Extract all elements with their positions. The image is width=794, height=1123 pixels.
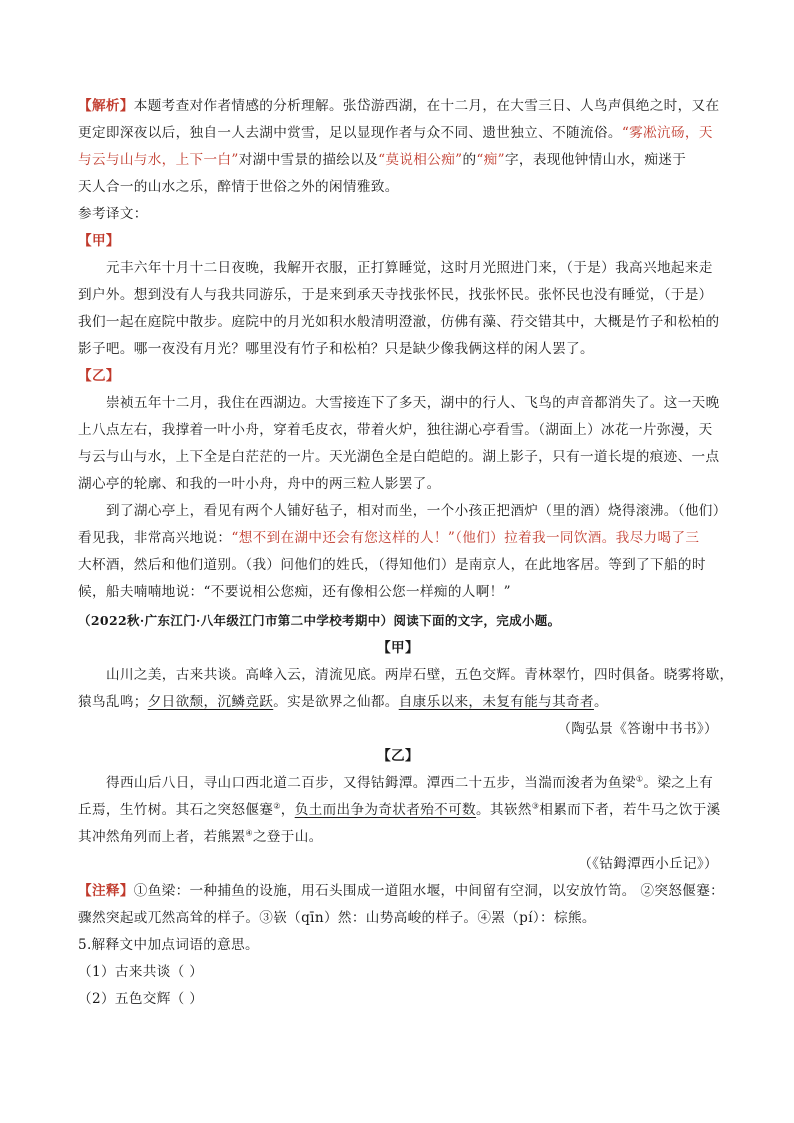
question-text: 之登于山。: [252, 829, 323, 845]
translation-yi-line: 湖心亭的轮廓、和我的一叶小舟，舟中的两三粒人影罢了。: [78, 476, 441, 492]
question-text: 。实是欲界之仙都。: [273, 694, 399, 710]
analysis-text: 字，表现他钟情山水，痴迷于: [504, 152, 687, 168]
translation-yi-line: 候，船夫喃喃地说：“不要说相公您痴，还有像相公您一样痴的人啊！”: [78, 584, 511, 600]
question-text: 丘焉，生竹树。其石之突怒偃蹇: [78, 802, 274, 818]
analysis-quote: “痴”: [476, 152, 505, 168]
question-text: 得西山后八日，寻山口西北道二百步，又得钴鉧潭。潭西二十五步，当湍而浚者为鱼梁: [106, 775, 636, 791]
notes-line-1: [78, 881, 725, 901]
question-text: 。其嵚然: [475, 802, 532, 818]
question-yi-line: [106, 773, 746, 793]
question-jia-title: 【甲】: [377, 640, 419, 656]
analysis-text: 更定即深夜以后，独自一人去湖中赏雪，足以显现作者与众不同、遗世独立、不随流俗。: [78, 125, 622, 141]
translation-heading: 参考译文：: [78, 206, 148, 222]
analysis-quote: 与云与山与水，上下一白”: [78, 152, 239, 168]
analysis-text: 本题考查对作者情感的分析理解。张岱游西湖，在十二月，在大雪三日、人鸟声俱绝之时，又在: [133, 98, 720, 114]
analysis-line-2: [78, 123, 718, 143]
question-5-item-1: （1）古来共谈（ ）: [78, 964, 204, 980]
translation-yi-line: 与云与山与水，上下全是白茫茫的一片。天光湖色全是白皑皑的。湖上影子，只有一道长堤的痕迹、一点: [78, 449, 720, 465]
question-text: 其冲然角列而上者，若熊罴: [78, 829, 246, 845]
analysis-text: 的: [462, 152, 477, 168]
translation-jia-line: 元丰六年十月十二日夜晚，我解开衣服，正打算睡觉，这时月光照进门来，（于是）我高兴地起来走: [106, 260, 713, 276]
question-text: ，: [280, 802, 295, 818]
translation-yi-tag: 【乙】: [78, 368, 120, 384]
question-jia-line: [78, 692, 718, 712]
analysis-line-4: 天人合一的山水之乐，醉情于世俗之外的闲情雅致。: [78, 179, 399, 195]
notes-tag: 【注释】: [78, 883, 134, 899]
translation-yi-line: 上八点左右，我撑着一叶小舟，穿着毛皮衣，带着火炉，独往湖心亭看雪。（湖面上）冰花一片弥漫，天: [78, 422, 713, 438]
footnote-marker: ④: [245, 828, 253, 838]
translation-jia-line: 到户外。想到没有人与我共同游乐，于是来到承天寺找张怀民，找张怀民。张怀民也没有睡觉，（于是）: [78, 287, 713, 303]
underlined-sentence: 负土而出争为奇状者殆不可数: [294, 802, 476, 818]
question-yi-title: 【乙】: [377, 748, 419, 764]
underlined-sentence: 自康乐以来，未复有能与其奇者: [398, 694, 594, 710]
analysis-line-3: [78, 150, 718, 170]
question-jia-line: 山川之美，古来共谈。高峰入云，清流见底。两岸石壁，五色交辉。青林翠竹，四时俱备。晓雾将歇，: [106, 667, 734, 683]
translation-text: 看见我，非常高兴地说：: [78, 530, 232, 546]
question-text: 。梁之上有: [643, 775, 714, 791]
question-yi-line: [78, 827, 718, 847]
translation-jia-line: 影子吧。哪一夜没有月光？哪里没有竹子和松柏？只是缺少像我俩这样的闲人罢了。: [78, 341, 594, 357]
question-yi-source: （《钴鉧潭西小丘记》）: [578, 856, 718, 872]
question-jia-source: （陶弘景《答谢中书书》）: [557, 721, 718, 737]
footnote-marker: ③: [531, 801, 540, 811]
question-yi-line: [78, 800, 721, 820]
analysis-quote: “莫说相公痴”: [378, 152, 463, 168]
analysis-tag: 【解析】: [78, 98, 134, 114]
footnote-marker: ②: [273, 801, 281, 811]
notes-text: ①鱼梁：一种捕鱼的设施，用石头围成一道阻水堰，中间留有空洞，以安放竹笥。 ②突怒偃蹇：: [133, 883, 725, 899]
translation-yi-line: [78, 528, 718, 548]
question-source: （2022秋·广东江门·八年级江门市第二中学校考期中）阅读下面的文字，完成小题。: [78, 613, 561, 628]
underlined-sentence: 夕日欲颓，沉鳞竞跃: [147, 694, 274, 710]
question-text: 猿鸟乱鸣；: [78, 694, 148, 710]
question-text: 。: [593, 694, 608, 710]
analysis-line-1: [78, 96, 718, 116]
translation-yi-line: 大杯酒，然后和他们道别。（我）问他们的姓氏，（得知他们）是南京人，在此地客居。等到了下船的时: [78, 557, 706, 573]
translation-quote: “想不到在湖中还会有您这样的人！”（他们）拉着我一同饮酒。我尽力喝了三: [231, 530, 700, 546]
translation-yi-line: 到了湖心亭上，看见有两个人铺好毡子，相对而坐，一个小孩正把酒炉（里的酒）烧得滚沸。（他们）: [106, 503, 727, 519]
question-5-prompt: 5.解释文中加点词语的意思。: [78, 937, 259, 953]
question-5-item-2: （2）五色交辉（ ）: [78, 991, 204, 1007]
analysis-text: 对湖中雪景的描绘以及: [238, 152, 379, 168]
footnote-marker: ①: [635, 774, 644, 784]
question-text: 相累而下者，若牛马之饮于溪: [539, 802, 721, 818]
translation-jia-tag: 【甲】: [78, 233, 120, 249]
notes-line-2: 骤然突起或兀然高耸的样子。③嵚（qīn）然：山势高峻的样子。④罴（pí）：棕熊。: [78, 910, 596, 926]
translation-jia-line: 我们一起在庭院中散步。庭院中的月光如积水般清明澄澈，仿佛有藻、荇交错其中，大概是竹子和松柏的: [78, 314, 720, 330]
translation-yi-line: 崇祯五年十二月，我住在西湖边。大雪接连下了多天，湖中的行人、飞鸟的声音都消失了。这一天晚: [106, 395, 720, 411]
analysis-quote: “雾凇沆砀，天: [621, 125, 713, 141]
